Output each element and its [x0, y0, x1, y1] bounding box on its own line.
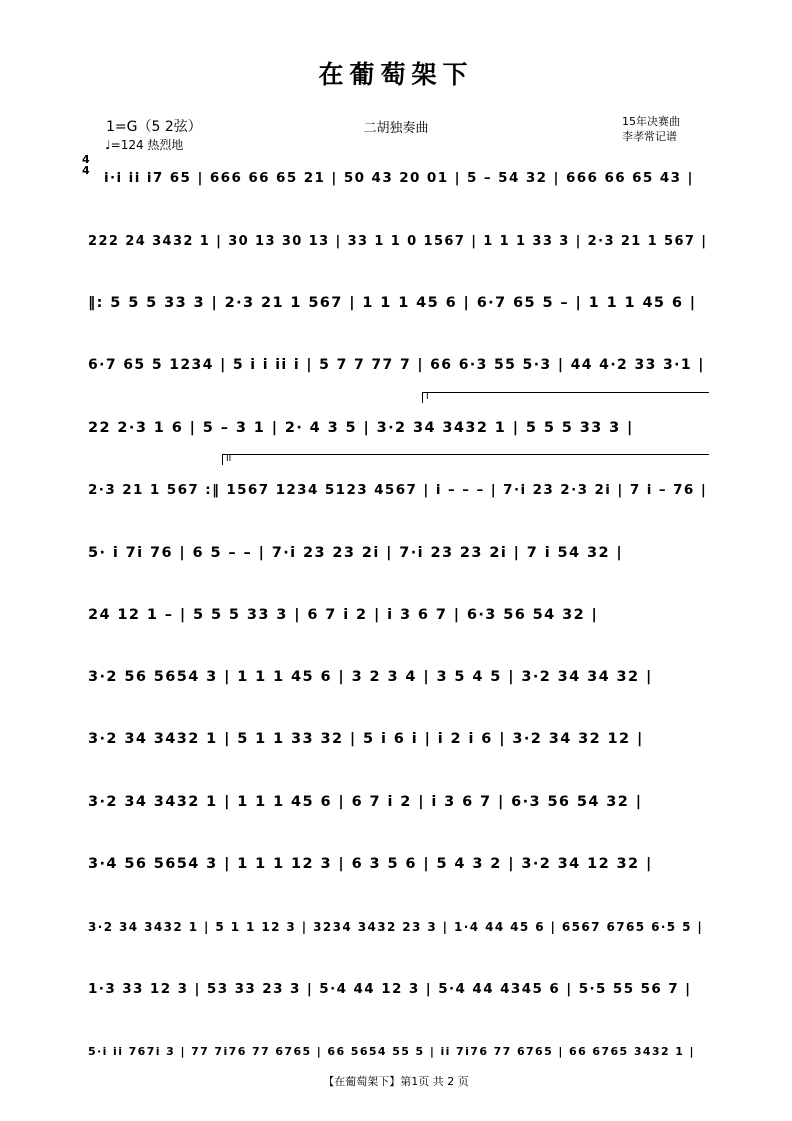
notation-line	[84, 587, 709, 627]
notation-line-text: 3·4 56 5654 3 | 1 1 1 12 3 | 6 3 5 6 | 5 4 3 2 | 3·2 34 12 32 |	[88, 856, 653, 872]
notation-line	[84, 275, 709, 315]
time-signature-top: 4	[82, 153, 90, 166]
notation-line-text: 6·7 65 5 1234 | 5 i i ii i | 5 7 7 77 7 | 66 6·3 55 5·3 | 44 4·2 33 3·1 |	[88, 357, 705, 373]
notation-line-text: 5· i 7i 76 | 6 5 – – | 7·i 23 23 2i | 7·i 23 23 2i | 7 i 54 32 |	[88, 545, 624, 561]
notation-line	[84, 898, 709, 938]
page-footer: 【在葡萄架下】第1页 共 2 页	[323, 1075, 469, 1088]
notation-line-text: 5·i ii 767i 3 | 77 7i76 77 6765 | 66 5654 55 5 | ii 7i76 77 6765 | 66 6765 3432 1 |	[88, 1045, 695, 1058]
notation-line-text: 3·2 34 3432 1 | 5 1 1 33 32 | 5 i 6 i | i 2 i 6 | 3·2 34 32 12 |	[88, 731, 644, 747]
notation-line-text: 3·2 56 5654 3 | 1 1 1 45 6 | 3 2 3 4 | 3 5 4 5 | 3·2 34 34 32 |	[88, 669, 653, 685]
first-ending-label: I	[426, 392, 429, 402]
notation-line-text: 24 12 1 – | 5 5 5 33 3 | 6 7 i 2 | i 3 6 7 | 6·3 56 54 32 |	[88, 607, 599, 623]
subtitle: 二胡独奏曲	[363, 121, 429, 136]
notation-line	[84, 961, 709, 1001]
notation-line-text: i·i ii i7 65 | 666 66 65 21 | 50 43 20 01 | 5 – 54 32 | 666 66 65 43 |	[104, 170, 694, 186]
notation-line	[84, 337, 709, 377]
second-ending-label: II	[226, 454, 232, 464]
second-ending-bracket	[222, 454, 709, 465]
notation-line	[84, 525, 709, 565]
notation-line	[84, 1022, 709, 1062]
notation-line	[84, 774, 709, 814]
time-signature	[82, 154, 90, 176]
notation-line	[84, 649, 709, 689]
notation-line	[84, 150, 709, 190]
meta-line-2: 李孝常记谱	[622, 130, 677, 143]
notation-line	[84, 213, 709, 253]
notation-line	[84, 836, 709, 876]
time-signature-bottom: 4	[82, 164, 90, 177]
first-ending-bracket	[422, 392, 709, 403]
notation-line	[84, 711, 709, 751]
notation-line-text: ‖: 5 5 5 33 3 | 2·3 21 1 567 | 1 1 1 45 6 | 6·7 65 5 – | 1 1 1 45 6 |	[88, 295, 697, 311]
notation-line-text: 3·2 34 3432 1 | 5 1 1 12 3 | 3234 3432 23 3 | 1·4 44 45 6 | 6567 6765 6·5 5 |	[88, 920, 704, 934]
score-meta	[622, 114, 680, 144]
page-title: 在葡萄架下	[318, 60, 474, 89]
notation-line-text: 222 24 3432 1 | 30 13 30 13 | 33 1 1 0 1567 | 1 1 1 33 3 | 2·3 21 1 567 |	[88, 234, 708, 249]
meta-line-1: 15年决赛曲	[622, 115, 680, 128]
notation-line	[84, 454, 709, 502]
notation-line-text: 3·2 34 3432 1 | 1 1 1 45 6 | 6 7 i 2 | i 3 6 7 | 6·3 56 54 32 |	[88, 794, 643, 810]
notation-line	[84, 392, 709, 440]
notation-line-text: 1·3 33 12 3 | 53 33 23 3 | 5·4 44 12 3 | 5·4 44 4345 6 | 5·5 55 56 7 |	[88, 981, 692, 997]
key-signature: 1=G（5 2弦）	[106, 119, 202, 135]
notation-line-text: 2·3 21 1 567 :‖ 1567 1234 5123 4567 | i – – – | 7·i 23 2·3 2i | 7 i – 76 |	[88, 482, 708, 498]
notation-line-text: 22 2·3 1 6 | 5 – 3 1 | 2· 4 3 5 | 3·2 34 3432 1 | 5 5 5 33 3 |	[88, 420, 634, 436]
tempo-marking: ♩=124 热烈地	[105, 138, 184, 152]
